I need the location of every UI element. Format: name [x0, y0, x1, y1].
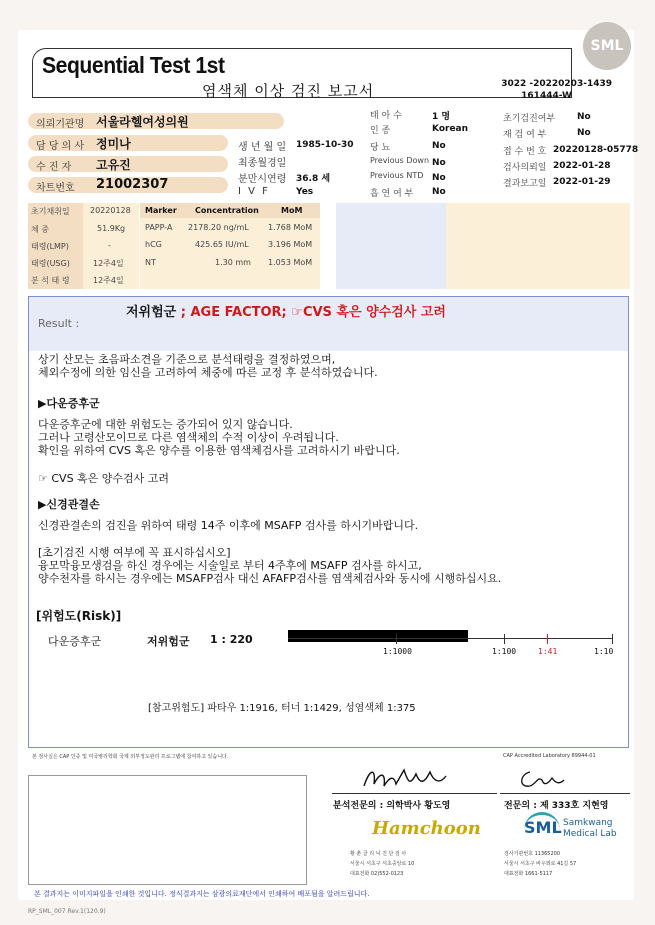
tick-10 — [612, 634, 613, 644]
prev-down-value: No — [432, 158, 446, 168]
sml-logo: SML — [583, 22, 631, 70]
ga-lmp-label: 태령(LMP) — [31, 242, 69, 251]
risk-scale-line — [288, 638, 613, 639]
weight-value: 51.9Kg — [97, 224, 126, 233]
headline-factor: ; AGE FACTOR; — [180, 305, 292, 320]
smoking-value: No — [432, 187, 446, 197]
doctor-label: 담 당 의 사 — [36, 141, 85, 152]
marker-header-concentration: Concentration — [195, 206, 259, 215]
institution-label: 의뢰기관명 — [36, 119, 85, 130]
para1 — [38, 353, 378, 379]
ga-usg-value: 12주4일 — [93, 259, 124, 268]
note-line1: [초기검진 시행 여부에 꼭 표시하십시오] — [38, 546, 231, 559]
risk-condition: 다운증후군 — [48, 635, 102, 648]
report-date-value: 2022-01-29 — [553, 177, 611, 187]
diabetes-label: 당 뇨 — [370, 143, 391, 153]
cvs-note: ☞ CVS 혹은 양수검사 고려 — [38, 472, 170, 485]
ntd-line1: 신경관결손의 검진을 위하여 태령 14주 이후에 MSAFP 검사를 하시기바랍니다. — [38, 519, 419, 532]
tick-cutoff — [547, 634, 548, 644]
down-line3: 확인을 위하여 CVS 혹은 양수를 이용한 염색체검사를 고려하시기 바랍니다. — [38, 444, 400, 457]
first-screen-label: 초기검진여부 — [503, 114, 556, 124]
request-date-value: 2022-01-28 — [553, 161, 611, 171]
scale-label-100: 1:100 — [492, 647, 517, 656]
dob-label: 생 년 월 일 — [238, 142, 287, 153]
ntd-heading: ▶신경관결손 — [38, 498, 100, 511]
ga-usg-label: 태령(USG) — [31, 259, 70, 268]
report-date-label: 결과보고일 — [503, 179, 547, 189]
hamchoon-line2: 서울시 서초구 서초중앙로 10 — [350, 861, 415, 867]
ivf-label: I V F — [238, 186, 270, 197]
sml-footer-logo: SML — [524, 818, 562, 837]
draw-date-value: 20220128 — [90, 206, 131, 215]
sml-name-1: Samkwang — [563, 818, 613, 828]
hamchoon-line1: 황 춘 클 리 닉 진 단 검 사 — [350, 851, 407, 857]
sml-line1: 검사기관번호 11365200 — [504, 851, 561, 857]
result-headline — [126, 301, 446, 320]
weight-label: 체 중 — [31, 225, 49, 234]
marker-row-1-name: PAPP-A — [145, 223, 173, 232]
para1-line1: 상기 산모는 초음파소견을 기준으로 분석태령을 결정하였으며, — [38, 353, 336, 366]
retest-value: No — [577, 128, 591, 138]
chart-label: 차트번호 — [36, 183, 75, 194]
hamchoon-logo: Hamchoon — [372, 818, 481, 839]
cap-code: CAP Accredited Laboratory 89944-01 — [503, 753, 596, 759]
report-id-line1: 3022 -20220203-1439 — [501, 79, 612, 89]
patient-label: 수 진 자 — [36, 162, 72, 173]
institution-value: 서울라헬여성의원 — [96, 115, 189, 129]
disclaimer: 본 결과지는 이미지파일을 인쇄한 것입니다. 정식결과지는 삼광의료재단에서 인쇄하여 배포됨을 알려드립니다. — [34, 890, 370, 898]
age-label: 분만시연령 — [238, 174, 287, 185]
specialist-right: 전문의 : 제 333호 지현영 — [504, 801, 609, 811]
marker-row-1-mom: 1.768 MoM — [268, 223, 313, 232]
report-subtitle: 염색체 이상 검진 보고서 — [202, 82, 375, 100]
marker-row-3-mom: 1.053 MoM — [268, 258, 313, 267]
smoking-label: 흡 연 여 부 — [370, 189, 414, 199]
para1-line2: 체외수정에 의한 임신을 고려하여 체중에 따른 교정 후 분석하였습니다. — [38, 366, 378, 379]
chart-value: 21002307 — [96, 177, 169, 192]
marker-row-3-name: NT — [145, 258, 156, 267]
hamchoon-line3: 대표전화 02)552-0123 — [350, 871, 404, 877]
ga-analysis-label: 분 석 태 령 — [31, 276, 70, 285]
scale-label-cutoff: 1:41 — [538, 647, 558, 656]
diabetes-value: No — [432, 141, 446, 151]
risk-category: 저위험군 — [147, 635, 190, 648]
ga-lmp-value: - — [108, 241, 111, 250]
patient-value: 고유진 — [96, 158, 131, 172]
report-id-line2: 161444-W — [521, 91, 572, 101]
down-heading: ▶다운증후군 — [38, 397, 100, 410]
ga-analysis-value: 12주4일 — [93, 276, 124, 285]
signature-right — [516, 766, 566, 792]
dob-value: 1985-10-30 — [296, 140, 354, 150]
note-line2: 융모막융모생검을 하신 경우에는 시술일로 부터 4주후에 MSAFP 검사를 하시고, — [38, 559, 422, 572]
fetus-value: 1 명 — [432, 112, 451, 122]
signature-line-right — [500, 793, 630, 794]
signature-left — [360, 762, 450, 794]
first-screen-value: No — [577, 112, 591, 122]
marker-row-2-name: hCG — [145, 240, 162, 249]
marker-row-2-mom: 3.196 MoM — [268, 240, 313, 249]
risk-heading: [위험도(Risk)] — [36, 609, 122, 623]
ivf-value: Yes — [296, 187, 314, 197]
scale-label-1000: 1:1000 — [383, 647, 412, 656]
report-id — [500, 78, 612, 102]
cap-note: 본 검사실은 CAP 인증 및 미국병리학회 국제 외부정도관리 프로그램에 참여하고 있습니다. — [32, 754, 229, 760]
headline-main: 저위험군 — [126, 305, 181, 320]
risk-value: 1 : 220 — [210, 633, 253, 646]
specialist-left: 분석전문의 : 의학박사 황도영 — [333, 801, 451, 811]
down-paragraph — [38, 418, 400, 457]
sml-name-2: Medical Lab — [563, 829, 617, 839]
prev-down-label: Previous Down — [370, 156, 430, 165]
marker-row-1-conc: 2178.20 ng/mL — [188, 223, 249, 232]
result-label: Result : — [38, 317, 80, 330]
risk-bar — [288, 630, 468, 642]
marker-header-marker: Marker — [145, 206, 177, 215]
empty-table-right — [446, 203, 630, 289]
lmp-label: 최종월경일 — [238, 158, 287, 169]
tick-1000 — [396, 634, 397, 644]
tick-100 — [504, 634, 505, 644]
marker-row-3-conc: 1.30 mm — [215, 258, 251, 267]
pointing-hand-icon: ☞ — [291, 305, 303, 320]
reception-label: 접 수 번 호 — [503, 147, 547, 157]
headline-cvs: CVS 혹은 양수검사 고려 — [302, 305, 446, 320]
note-line3: 양수천자를 하시는 경우에는 MSAFP검사 대신 AFAFP검사를 염색체검사와 동시에 시행하십시요. — [38, 572, 502, 585]
note-paragraph — [38, 546, 501, 585]
race-value: Korean — [432, 124, 469, 134]
doctor-value: 정미나 — [96, 137, 131, 151]
marker-header-mom: MoM — [281, 206, 303, 215]
signature-line-left — [332, 793, 497, 794]
sml-line2: 서울시 서초구 바우뫼로 41길 57 — [504, 861, 577, 867]
form-code: RP_SML_007 Rev.1(120.9) — [28, 908, 106, 915]
reception-value: 20220128-05778 — [553, 145, 639, 155]
comment-box — [28, 775, 307, 885]
draw-date-label: 초기채취일 — [31, 207, 70, 216]
report-title: Sequential Test 1st — [42, 52, 225, 78]
fetus-label: 태 아 수 — [370, 111, 402, 121]
marker-row-2-conc: 425.65 IU/mL — [195, 240, 249, 249]
prev-ntd-label: Previous NTD — [370, 171, 424, 180]
race-label: 인 종 — [370, 126, 391, 136]
age-value: 36.8 세 — [296, 174, 331, 184]
down-line2: 그러나 고령산모이므로 다른 염색체의 수적 이상이 우려됩니다. — [38, 431, 339, 444]
retest-label: 재 검 여 부 — [503, 130, 547, 140]
sml-line3: 대표전화 1661-5117 — [504, 871, 553, 877]
reference-risk: [참고위험도] 파타우 1:1916, 터너 1:1429, 성염색체 1:375 — [148, 703, 416, 714]
scale-label-10: 1:10 — [594, 647, 614, 656]
down-line1: 다운증후군에 대한 위험도는 증가되어 있지 않습니다. — [38, 418, 293, 431]
prev-ntd-value: No — [432, 173, 446, 183]
empty-table-left — [336, 203, 446, 289]
request-date-label: 검사의뢰일 — [503, 163, 547, 173]
